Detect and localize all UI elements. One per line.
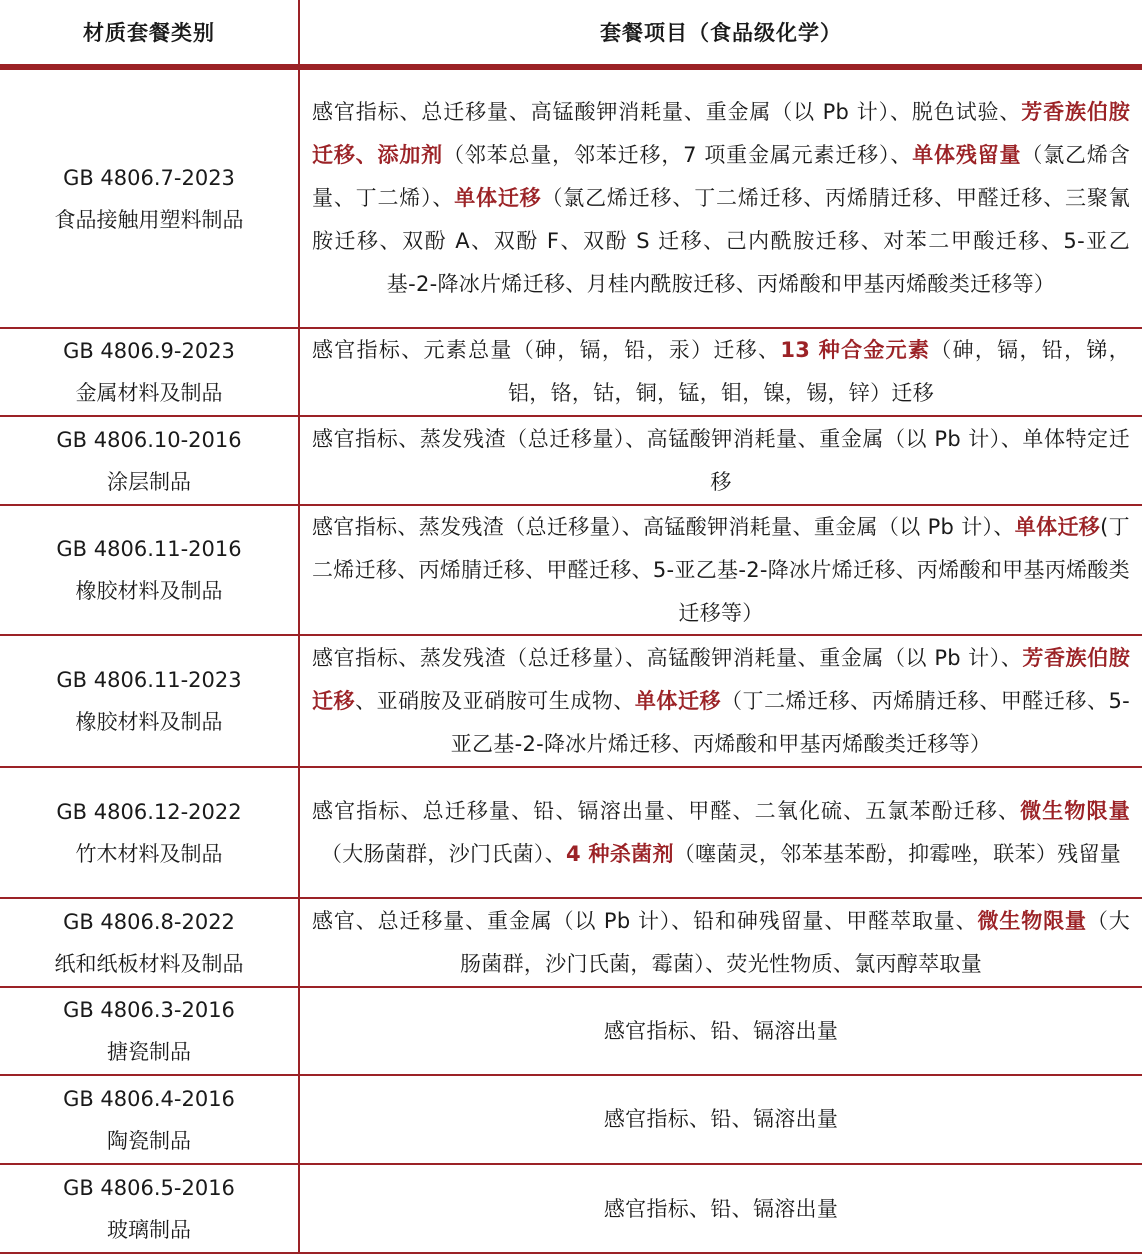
standard-code: GB 4806.10-2016 [56, 427, 242, 452]
package-items-cell [312, 768, 1130, 897]
item-text: （大肠菌群，沙门氏菌）、 [320, 841, 567, 866]
package-items-text [312, 900, 1130, 986]
item-text: 感官指标、铅、镉溶出量 [603, 1196, 839, 1221]
package-items-cell [312, 506, 1130, 634]
material-category-cell [0, 506, 298, 634]
material-category-cell [0, 70, 298, 327]
standard-code: GB 4806.5-2016 [63, 1176, 235, 1200]
package-items-text [312, 418, 1130, 504]
item-text: （噻菌灵，邻苯基苯酚，抑霉唑，联苯）残留量 [673, 841, 1122, 866]
material-name: 橡胶材料及制品 [75, 579, 223, 603]
highlighted-item: 13 种合金元素 [780, 338, 931, 362]
package-items-cell [312, 899, 1130, 986]
package-items-text [312, 506, 1130, 635]
highlighted-item: 单体迁移 [634, 688, 722, 713]
item-text: 感官指标、铅、镉溶出量 [603, 1107, 839, 1131]
material-name: 纸和纸板材料及制品 [54, 951, 244, 976]
package-items-text [604, 1010, 838, 1053]
item-text: 感官指标、蒸发残渣（总迁移量）、高锰酸钾消耗量、重金属（以 Pb 计）、 [312, 645, 1023, 670]
standard-code: GB 4806.4-2016 [63, 1086, 235, 1111]
item-text: （丁二烯迁移、丙烯腈迁移、甲醛迁移、5-亚乙基-2-降冰片烯迁移、丙烯酸和甲基丙烯酸类迁移等） [450, 688, 1131, 756]
package-items-cell [312, 988, 1130, 1074]
table-header [0, 0, 1142, 64]
item-text: （砷，镉，铅，锑，铝，铬，钴，铜，锰，钼，镍，锡，锌）迁移 [508, 338, 1130, 405]
material-category-cell [0, 329, 298, 415]
material-name: 金属材料及制品 [75, 381, 223, 405]
header-package-items: 套餐项目（食品级化学） [600, 21, 842, 45]
header-material-category: 材质套餐类别 [83, 21, 215, 45]
item-text: 感官指标、总迁移量、铅、镉溶出量、甲醛、二氧化硫、五氯苯酚迁移、 [312, 798, 1021, 823]
item-text: 感官指标、蒸发残渣（总迁移量）、高锰酸钾消耗量、重金属（以 Pb 计）、单体特定迁移 [312, 426, 1130, 494]
highlighted-item: 添加剂 [377, 143, 444, 167]
item-text: 、亚硝胺及亚硝胺可生成物、 [355, 688, 635, 713]
table-row [0, 1165, 1142, 1253]
item-text: 感官指标、总迁移量、高锰酸钾消耗量、重金属（以 Pb 计）、脱色试验、 [312, 100, 1022, 124]
table-row [0, 506, 1142, 634]
table-row [0, 417, 1142, 504]
item-text: 感官指标、铅、镉溶出量 [603, 1018, 839, 1043]
package-items-cell [312, 636, 1130, 766]
package-items-text [312, 329, 1130, 415]
package-items-text [312, 637, 1130, 766]
material-category-cell [0, 1165, 298, 1253]
package-items-text [604, 1188, 838, 1231]
highlighted-item: 微生物限量 [977, 908, 1087, 933]
highlighted-item: 芳香族伯胺迁移 [312, 100, 1131, 167]
material-category-cell [0, 1076, 298, 1163]
material-category-cell [0, 988, 298, 1074]
standard-code: GB 4806.7-2023 [63, 165, 235, 190]
highlighted-item: 单体残留量 [912, 143, 1022, 167]
standard-code: GB 4806.12-2022 [56, 799, 242, 824]
item-text: （大肠菌群，沙门氏菌，霉菌）、荧光性物质、氯丙醇萃取量 [460, 908, 1130, 976]
table-row [0, 768, 1142, 897]
item-text: 感官指标、元素总量（砷，镉，铅，汞）迁移、 [312, 338, 781, 362]
material-name: 陶瓷制品 [107, 1128, 191, 1153]
item-text: （氯乙烯含量、丁二烯）、 [312, 143, 1130, 210]
package-items-text [604, 1098, 838, 1141]
item-text: 感官、总迁移量、重金属（以 Pb 计）、铅和砷残留量、甲醛萃取量、 [312, 908, 978, 933]
table-row [0, 899, 1142, 986]
material-name: 竹木材料及制品 [75, 841, 223, 866]
table-row [0, 70, 1142, 327]
material-category-cell [0, 768, 298, 897]
material-name: 搪瓷制品 [107, 1040, 191, 1064]
highlighted-item: 4 种杀菌剂 [566, 841, 674, 866]
item-text: 感官指标、蒸发残渣（总迁移量）、高锰酸钾消耗量、重金属（以 Pb 计）、 [312, 514, 1015, 539]
material-name: 玻璃制品 [107, 1218, 191, 1242]
table-row [0, 988, 1142, 1074]
material-category-cell [0, 899, 298, 986]
highlighted-item: 、 [355, 143, 378, 167]
package-items-cell [312, 70, 1130, 327]
item-text: （邻苯总量，邻苯迁移，7 项重金属元素迁移）、 [443, 143, 913, 167]
standard-code: GB 4806.11-2023 [56, 668, 242, 692]
table-row [0, 636, 1142, 766]
package-items-text [312, 91, 1130, 306]
item-text: （氯乙烯迁移、丁二烯迁移、丙烯腈迁移、甲醛迁移、三聚氰胺迁移、双酚 A、双酚 F、双酚 S 迁移、己内酰胺迁移、对苯二甲酸迁移、5-亚乙基-2-降冰片烯迁移、月桂内酰胺迁移、丙烯酸和甲基丙烯酸类迁移等） [312, 186, 1130, 296]
standard-code: GB 4806.9-2023 [63, 339, 235, 363]
standard-code: GB 4806.3-2016 [63, 998, 235, 1022]
package-items-cell [312, 1076, 1130, 1163]
standard-code: GB 4806.8-2022 [63, 909, 235, 934]
highlighted-item: 芳香族伯胺迁移 [312, 645, 1130, 713]
material-category-cell [0, 417, 298, 504]
material-name: 橡胶材料及制品 [75, 710, 223, 734]
package-items-cell [312, 329, 1130, 415]
table-row [0, 1076, 1142, 1163]
item-text: (丁二烯迁移、丙烯腈迁移、甲醛迁移、5-亚乙基-2-降冰片烯迁移、丙烯酸和甲基丙烯酸类迁移等） [312, 514, 1130, 625]
material-name: 食品接触用塑料制品 [54, 207, 244, 232]
highlighted-item: 单体迁移 [1014, 514, 1101, 539]
highlighted-item: 单体迁移 [454, 186, 542, 210]
package-items-text [312, 790, 1130, 876]
material-category-cell [0, 636, 298, 766]
table-row [0, 329, 1142, 415]
highlighted-item: 微生物限量 [1020, 798, 1130, 823]
package-items-cell [312, 1165, 1130, 1253]
package-items-cell [312, 417, 1130, 504]
standard-code: GB 4806.11-2016 [56, 537, 242, 561]
material-name: 涂层制品 [107, 469, 191, 494]
